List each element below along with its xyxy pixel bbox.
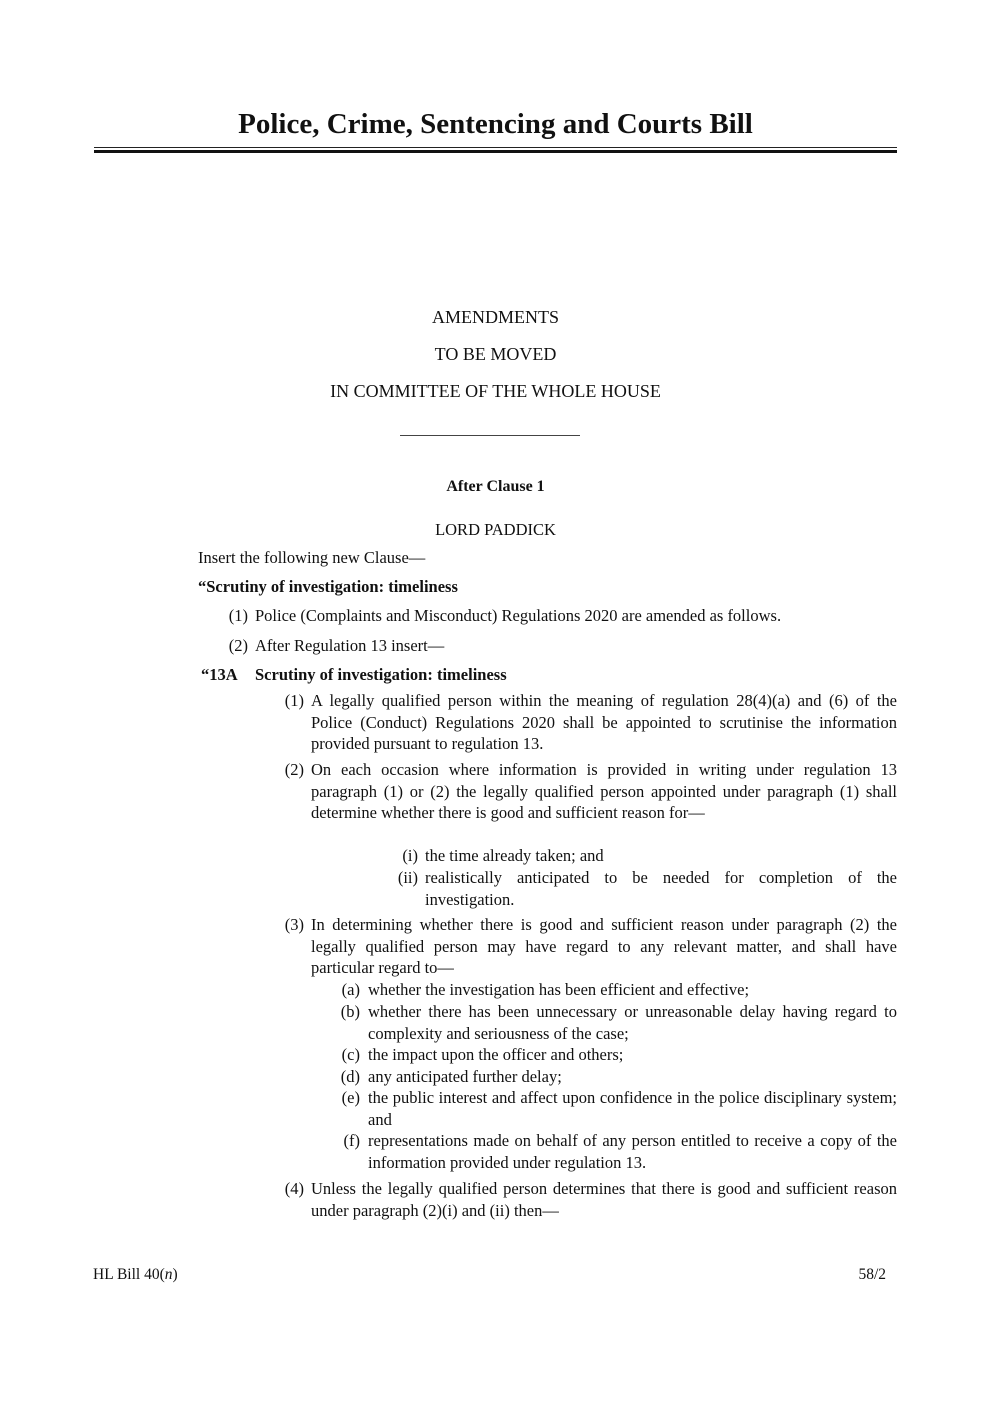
paragraph-text: Unless the legally qualified person determines that there is good and sufficient reason under paragraph (2)(i) and (ii) then— [311, 1179, 897, 1220]
regulation-paragraph-1 [0, 690, 991, 756]
item-text: any anticipated further delay; [368, 1067, 562, 1086]
section-heading: After Clause 1 [446, 478, 545, 495]
header-line-to-be-moved: TO BE MOVED [434, 344, 557, 364]
paragraph-text: On each occasion where information is provided in writing under regulation 13 paragraph (1) or (2) the legally qualified person appointed under paragraph (1) shall determine whether there is good and sufficient reason for— [311, 760, 897, 822]
sub-item-f [0, 1130, 991, 1174]
sub-item-e [0, 1087, 991, 1131]
item-text: whether the investigation has been efficient and effective; [368, 980, 750, 999]
footer-bill-reference [93, 1266, 178, 1284]
clause-subsection-2 [0, 635, 991, 657]
item-number: (d) [340, 1067, 360, 1086]
item-text: realistically anticipated to be needed for completion of the investigation. [425, 868, 897, 909]
paragraph-text: A legally qualified person within the meaning of regulation 28(4)(a) and (6) of the Police (Conduct) Regulations 2020 shall be appointed to scrutinise the information provided pursuant to regulation 13. [311, 691, 897, 753]
sub-item-ii [0, 867, 991, 911]
regulation-paragraph-2 [0, 759, 991, 847]
bill-ref-prefix: HL Bill 40( [93, 1266, 165, 1283]
clause-title: “Scrutiny of investigation: timeliness [198, 577, 458, 596]
item-number: (e) [341, 1088, 360, 1107]
item-text: representations made on behalf of any person entitled to receive a copy of the information provided under regulation 13. [368, 1131, 897, 1172]
subsection-text: After Regulation 13 insert— [255, 636, 445, 655]
bill-ref-suffix: ) [172, 1266, 178, 1283]
title-rule-thin [94, 147, 897, 148]
item-text: whether there has been unnecessary or unreasonable delay having regard to complexity and seriousness of the case; [368, 1002, 897, 1043]
regulation-number: “13A [201, 665, 238, 684]
sub-item-a [0, 979, 991, 1001]
item-text: the impact upon the officer and others; [368, 1045, 624, 1064]
subsection-number: (1) [228, 606, 248, 625]
subsection-number: (2) [228, 636, 248, 655]
item-text: the public interest and affect upon confidence in the police disciplinary system; and [368, 1088, 897, 1129]
regulation-paragraph-3 [0, 914, 991, 980]
separator-rule [400, 435, 580, 436]
regulation-paragraph-4 [0, 1178, 991, 1222]
item-number: (i) [402, 846, 418, 865]
item-number: (c) [341, 1045, 360, 1064]
regulation-heading [0, 664, 991, 686]
paragraph-number: (2) [284, 760, 304, 779]
item-number: (ii) [397, 868, 418, 887]
subsection-text: Police (Complaints and Misconduct) Regulations 2020 are amended as follows. [255, 606, 782, 625]
item-number: (f) [343, 1131, 360, 1150]
item-text: the time already taken; and [425, 846, 604, 865]
sub-item-b [0, 1001, 991, 1045]
page-title: Police, Crime, Sentencing and Courts Bill [238, 108, 753, 140]
sub-item-c [0, 1044, 991, 1066]
regulation-title: Scrutiny of investigation: timeliness [255, 665, 507, 684]
sub-item-d [0, 1066, 991, 1088]
intro-text: Insert the following new Clause— [198, 548, 426, 567]
mover-name: LORD PADDICK [435, 520, 556, 539]
item-number: (a) [341, 980, 360, 999]
header-line-committee: IN COMMITTEE OF THE WHOLE HOUSE [330, 381, 661, 401]
header-line-amendments: AMENDMENTS [431, 307, 559, 327]
footer-page-reference: 58/2 [858, 1266, 886, 1283]
title-rule-thick [94, 150, 897, 153]
clause-subsection-1 [0, 605, 991, 627]
bill-ref-italic: n [164, 1266, 173, 1283]
paragraph-number: (3) [284, 915, 304, 934]
paragraph-number: (1) [284, 691, 304, 710]
paragraph-number: (4) [284, 1179, 304, 1198]
paragraph-text: In determining whether there is good and sufficient reason under paragraph (2) the legally qualified person may have regard to any relevant matter, and shall have particular regard to— [311, 915, 897, 977]
sub-item-i [0, 845, 991, 867]
item-number: (b) [340, 1002, 360, 1021]
